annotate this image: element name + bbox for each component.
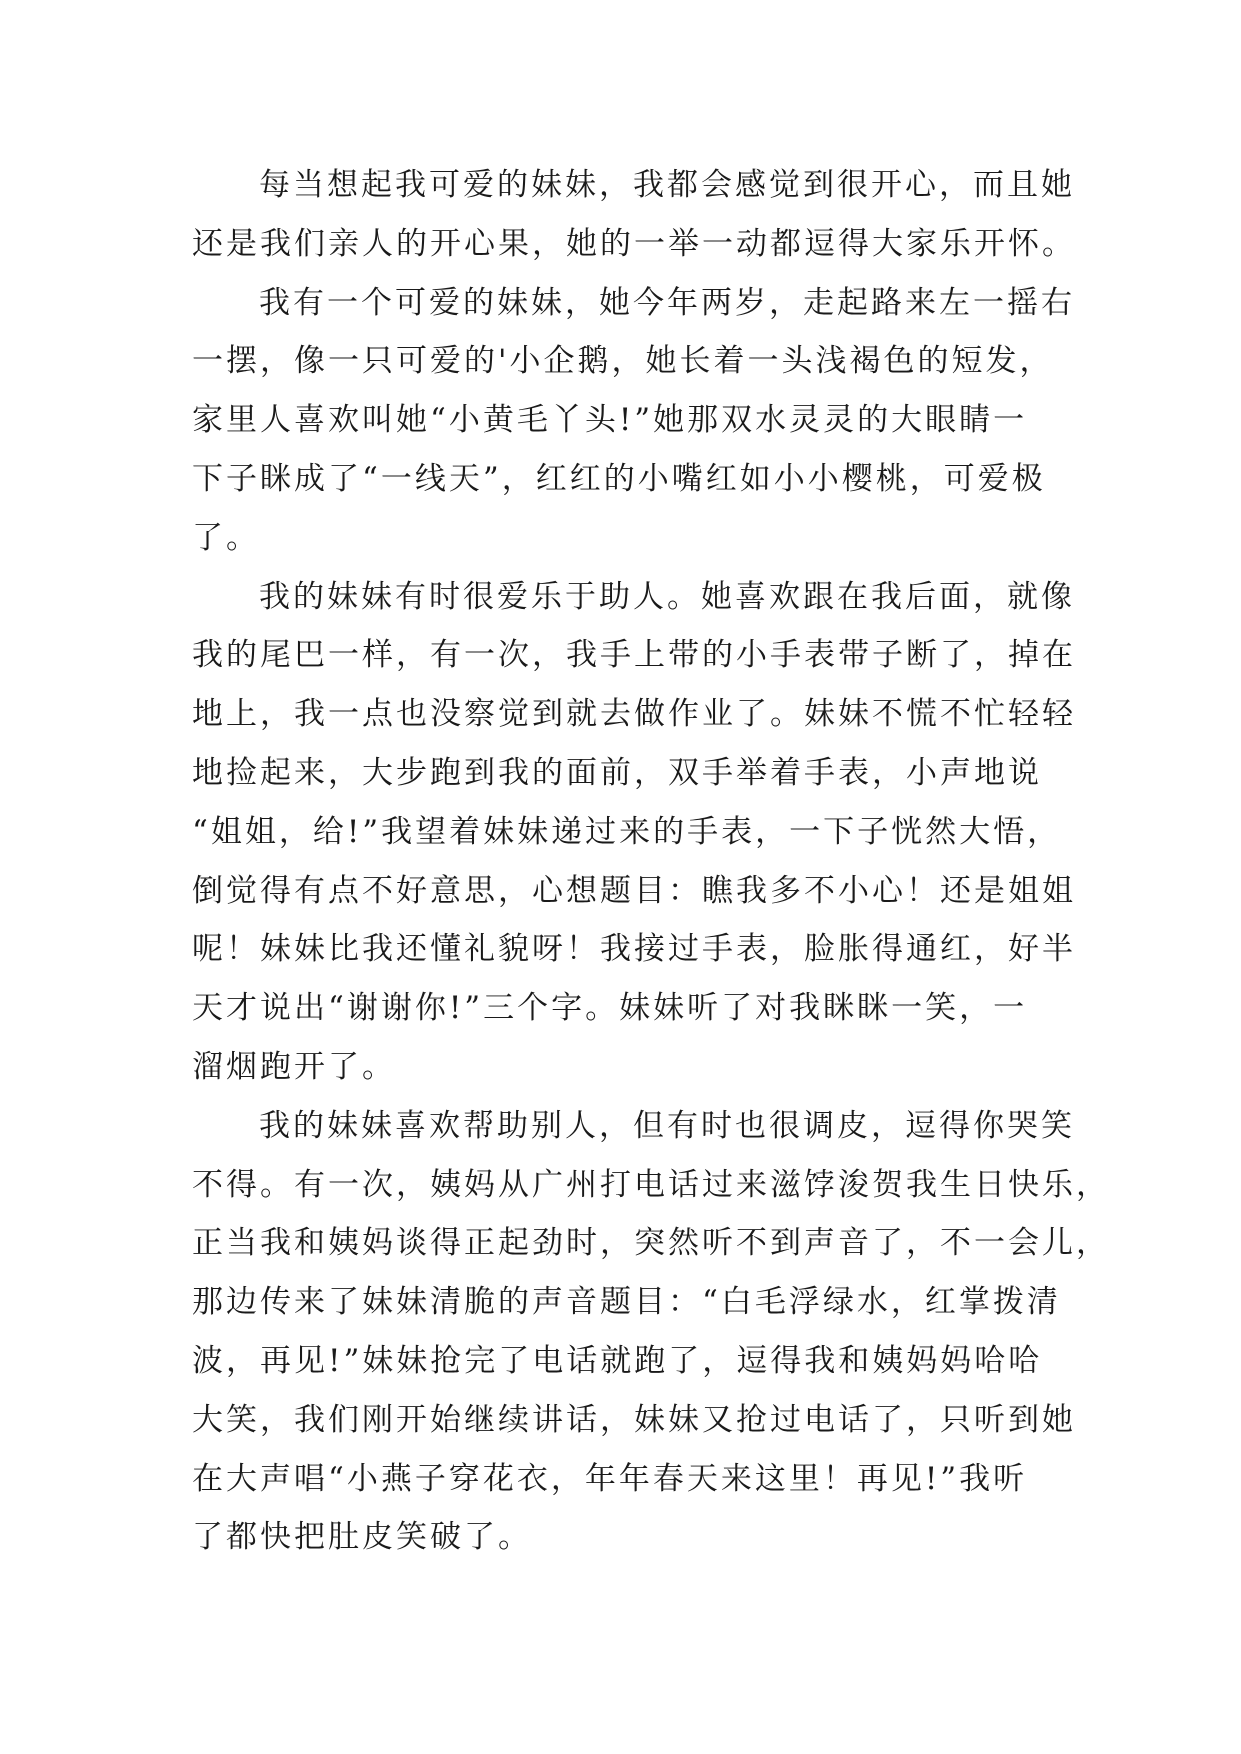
text-line: 呢！妹妹比我还懂礼貌呀！我接过手表，脸胀得通红，好半 — [192, 931, 1076, 968]
text-line: 我的尾巴一样，有一次，我手上带的小手表带子断了，掉在 — [192, 637, 1076, 674]
text-line: 我的妹妹喜欢帮助别人，但有时也很调皮，逗得你哭笑 — [259, 1107, 1075, 1144]
text-line: 了。 — [192, 519, 260, 556]
text-line: 天才说出“谢谢你!”三个字。妹妹听了对我眯眯一笑，一 — [192, 990, 1028, 1027]
text-line: 了都快把肚皮笑破了。 — [192, 1519, 532, 1556]
text-line: 地上，我一点也没察觉到就去做作业了。妹妹不慌不忙轻轻 — [192, 696, 1076, 733]
text-line: 在大声唱“小燕子穿花衣，年年春天来这里！再见!”我听 — [192, 1460, 1028, 1497]
paragraph-2 — [192, 274, 1075, 568]
paragraph-1 — [192, 156, 1076, 274]
text-line: “姐姐，给!”我望着妹妹递过来的手表，一下子恍然大悟， — [192, 813, 1062, 850]
text-line: 家里人喜欢叫她“小黄毛丫头!”她那双水灵灵的大眼睛一 — [192, 402, 1028, 439]
text-line: 波，再见!”妹妹抢完了电话就跑了，逗得我和姨妈妈哈哈 — [192, 1342, 1043, 1379]
text-line: 溜烟跑开了。 — [192, 1048, 396, 1085]
text-line: 我的妹妹有时很爱乐于助人。她喜欢跟在我后面，就像 — [259, 578, 1075, 615]
text-line: 地捡起来，大步跑到我的面前，双手举着手表，小声地说 — [192, 754, 1042, 791]
text-line: 每当想起我可爱的妹妹，我都会感觉到很开心，而且她 — [259, 167, 1075, 203]
text-line: 我有一个可爱的妹妹，她今年两岁，走起路来左一摇右 — [259, 284, 1075, 321]
text-line: 正当我和姨妈谈得正起劲时，突然听不到声音了，不一会儿， — [192, 1225, 1110, 1262]
paragraph-4 — [192, 1097, 1110, 1567]
document-body — [192, 156, 1110, 1567]
paragraph-3 — [192, 568, 1076, 1097]
text-line: 还是我们亲人的开心果，她的一举一动都逗得大家乐开怀。 — [192, 225, 1076, 262]
text-line: 不得。有一次，姨妈从广州打电话过来滋饽浚贺我生日快乐， — [192, 1166, 1110, 1203]
text-line: 那边传来了妹妹清脆的声音题目：“白毛浮绿水，红掌拨清 — [192, 1284, 1061, 1321]
text-line: 倒觉得有点不好意思，心想题目：瞧我多不小心！还是姐姐 — [192, 872, 1076, 909]
text-line: 一摆，像一只可爱的'小企鹅，她长着一头浅褐色的短发， — [192, 343, 1054, 380]
text-line: 下子眯成了“一线天”，红红的小嘴红如小小樱桃，可爱极 — [192, 460, 1046, 497]
text-line: 大笑，我们刚开始继续讲话，妹妹又抢过电话了，只听到她 — [192, 1401, 1076, 1438]
